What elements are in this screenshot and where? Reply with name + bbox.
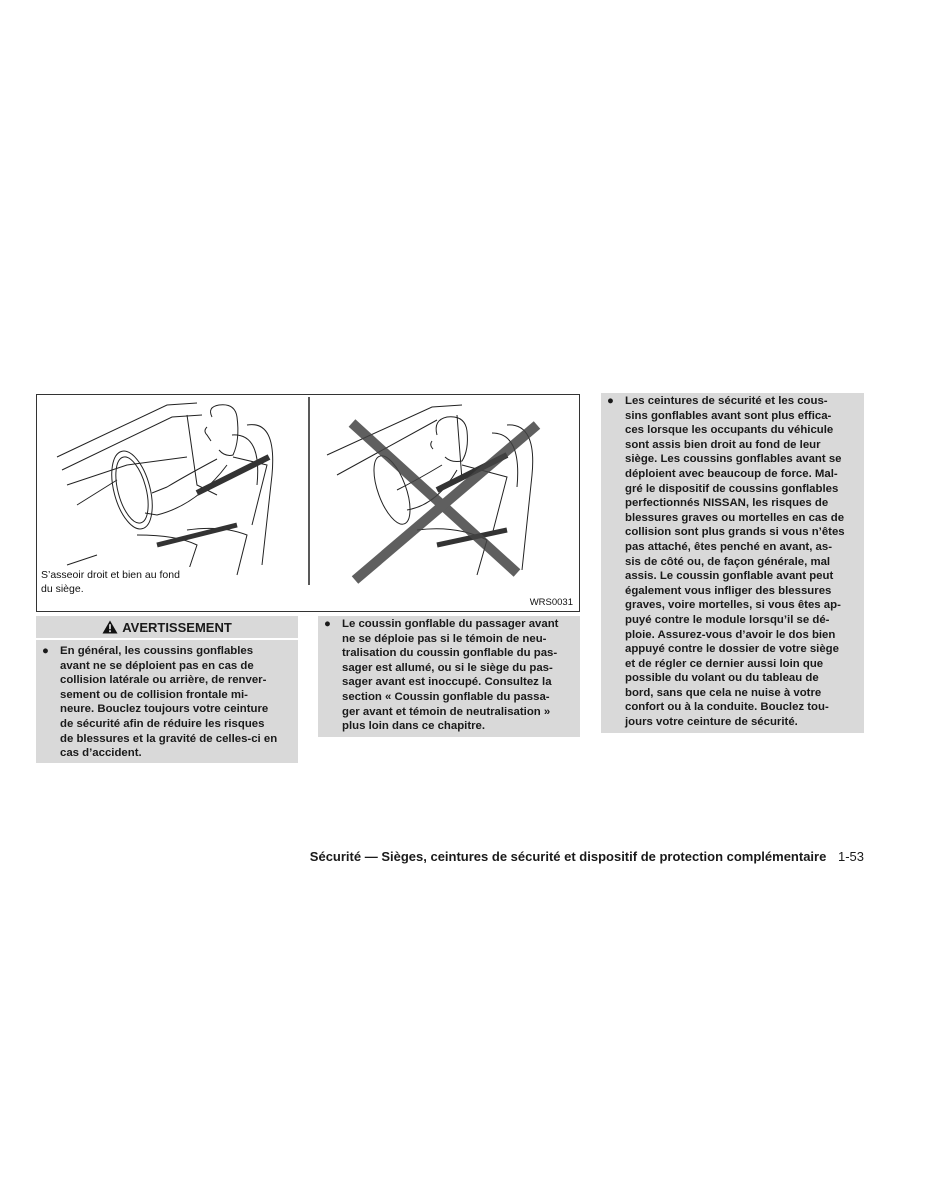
warning-header xyxy=(36,616,298,640)
text-line: tralisation du coussin gonflable du pas- xyxy=(342,647,558,660)
text-line: collision sont plus grands si vous n’êtes xyxy=(625,526,845,539)
footer-section-title: Sécurité — Sièges, ceintures de sécurité et dispositif de protection complémentaire xyxy=(309,849,827,864)
seating-illustration xyxy=(36,394,580,612)
text-line: confort ou à la conduite. Bouclez tou- xyxy=(625,701,829,714)
middle-bullet-text xyxy=(342,617,574,734)
figure-caption-line: S’asseoir droit et bien au fond xyxy=(41,569,180,581)
seating-position-note xyxy=(601,393,864,733)
warning-triangle-icon xyxy=(102,620,118,634)
text-line: plus loin dans ce chapitre. xyxy=(342,720,486,733)
text-line: ger avant et témoin de neutralisation » xyxy=(342,705,551,718)
text-line: pas attaché, êtes penché en avant, as- xyxy=(625,540,833,553)
text-line: section « Coussin gonflable du passa- xyxy=(342,690,550,703)
page-number: 1-53 xyxy=(837,849,864,864)
warning-box xyxy=(36,616,298,763)
text-line: bord, sans que cela ne nuise à votre xyxy=(625,686,822,699)
text-line: siège. Les coussins gonflables avant se xyxy=(625,453,842,466)
text-line: sement ou de collision frontale mi- xyxy=(60,688,248,701)
text-line: ces lorsque les occupants du véhicule xyxy=(625,424,834,437)
page-footer xyxy=(0,849,864,864)
text-line: sis de côté ou, de façon générale, mal xyxy=(625,555,831,568)
figure-caption-line: du siège. xyxy=(41,583,84,595)
text-line: cas d’accident. xyxy=(60,747,142,760)
text-line: En général, les coussins gonflables xyxy=(60,645,254,657)
text-line: également vous infliger des blessures xyxy=(625,584,832,597)
text-line: avant ne se déploient pas en cas de xyxy=(60,659,254,672)
text-line: possible du volant ou du tableau de xyxy=(625,672,819,685)
text-line: perfectionnés NISSAN, les risques de xyxy=(625,497,829,510)
middle-bullet xyxy=(322,617,574,734)
bullet-dot: ● xyxy=(42,645,49,657)
text-line: sager est allumé, ou si le siège du pas- xyxy=(342,661,553,674)
text-line: jours votre ceinture de sécurité. xyxy=(625,716,798,729)
text-line: gré le dispositif de coussins gonflables xyxy=(625,482,839,495)
figure-caption xyxy=(40,567,204,596)
text-line: neure. Bouclez toujours votre ceinture xyxy=(60,703,269,716)
text-line: et de régler ce dernier aussi loin que xyxy=(625,657,824,670)
warning-bullet-text xyxy=(60,644,294,761)
passenger-airbag-note xyxy=(318,616,580,737)
bullet-dot: ● xyxy=(607,395,614,407)
text-line: appuyé contre le dossier de votre siège xyxy=(625,643,839,656)
text-line: blessures graves ou mortelles en cas de xyxy=(625,511,845,524)
right-bullet-text xyxy=(625,394,858,730)
text-line: sins gonflables avant sont plus effica- xyxy=(625,409,832,422)
bullet-dot: ● xyxy=(324,618,331,630)
text-line: déploient avec beaucoup de force. Mal- xyxy=(625,467,838,480)
text-line: Les ceintures de sécurité et les cous- xyxy=(625,395,828,407)
text-line: Le coussin gonflable du passager avant xyxy=(342,618,559,630)
text-line: sont assis bien droit au fond de leur xyxy=(625,438,821,451)
warning-bullet xyxy=(40,644,294,761)
text-line: sager avant est inoccupé. Consultez la xyxy=(342,676,552,689)
warning-title: AVERTISSEMENT xyxy=(122,619,232,635)
text-line: de blessures et la gravité de celles-ci en xyxy=(60,732,278,745)
text-line: ne se déploie pas si le témoin de neu- xyxy=(342,632,547,645)
text-line: de sécurité afin de réduire les risques xyxy=(60,717,265,730)
figure-code: WRS0031 xyxy=(529,597,573,608)
text-line: puyé contre le module lorsqu’il se dé- xyxy=(625,613,830,626)
right-bullet xyxy=(605,394,858,730)
text-line: collision latérale ou arrière, de renver- xyxy=(60,674,267,687)
text-line: ploie. Assurez-vous d’avoir le dos bien xyxy=(625,628,836,641)
text-line: graves, voire mortelles, si vous êtes ap- xyxy=(625,599,841,612)
text-line: assis. Le coussin gonflable avant peut xyxy=(625,570,834,583)
